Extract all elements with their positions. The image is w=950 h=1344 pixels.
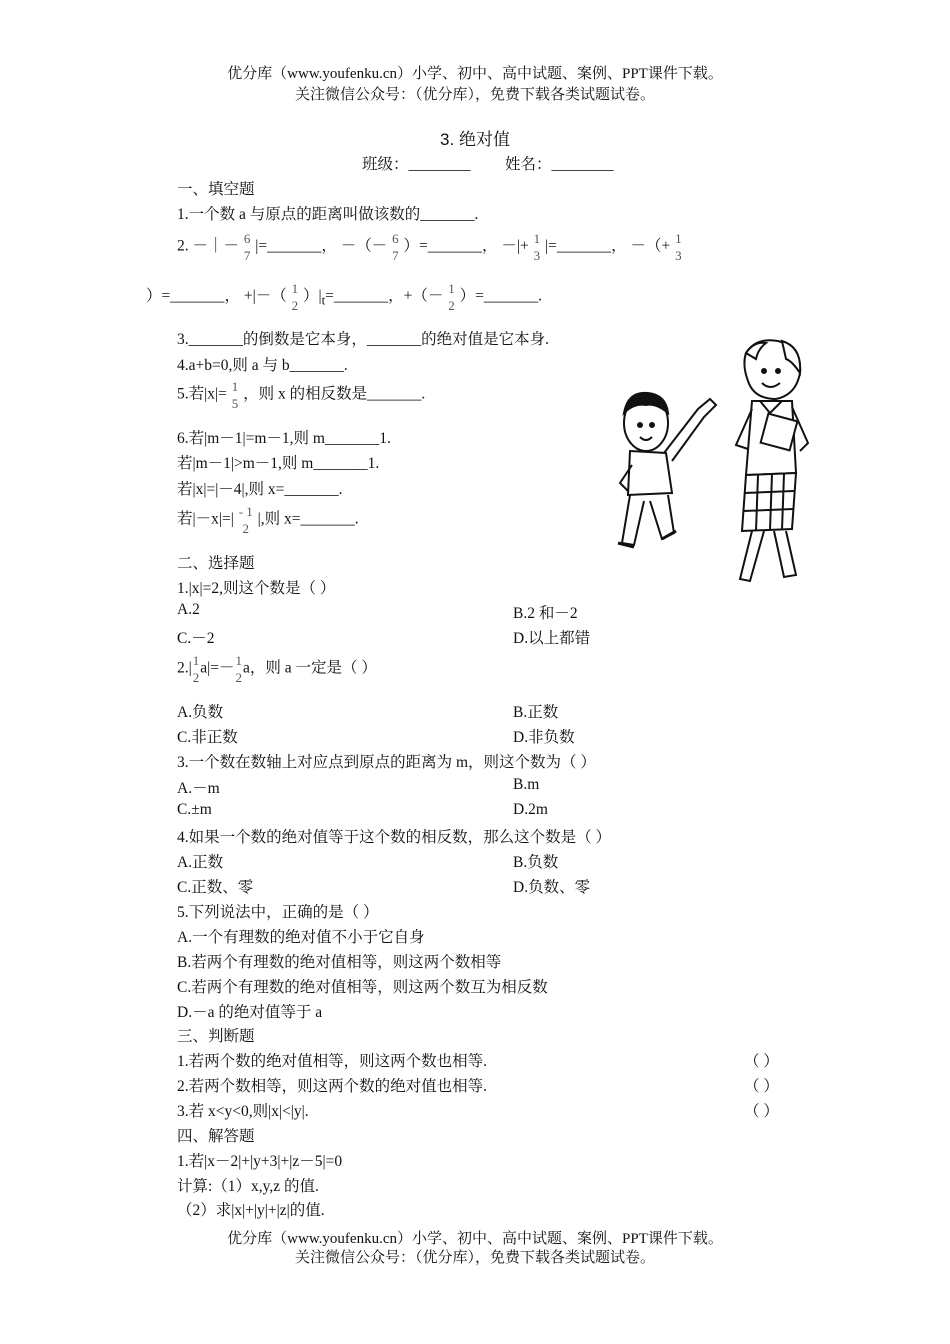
fraction — [235, 652, 242, 686]
numerator: 6 — [243, 231, 251, 246]
s2-q4-option-d: D.负数、零 — [513, 879, 591, 896]
s3-q3: 3.若 x<y<0,则|x|<|y|. — [177, 1103, 309, 1120]
s2-q1: 1.|x|=2,则这个数是（ ） — [177, 580, 336, 597]
s1-q2-text2: |=_______， －（－ — [255, 237, 388, 255]
fraction — [448, 280, 455, 314]
page-footer-line1: 优分库（www.youfenku.cn）小学、初中、高中试题、案例、PPT课件下载。 — [227, 1231, 723, 1247]
s2-q1-option-b: B.2 和－2 — [513, 605, 578, 622]
numerator: 1 — [231, 379, 239, 394]
s1-q5-text2: ，则 x 的相反数是_______. — [243, 385, 426, 403]
denominator: 2 — [242, 521, 249, 536]
s2-q1-option-c: C.－2 — [177, 630, 215, 647]
denominator: 2 — [448, 298, 455, 313]
s1-q6-4-text2: |,则 x=_______. — [257, 510, 359, 528]
s2-q2-text1: 2.| — [177, 659, 192, 677]
s1-q2-text1: 2. －｜－ — [177, 237, 240, 255]
s4-q1-part1: 计算:（1）x,y,z 的值. — [177, 1178, 319, 1195]
s2-q2-option-c: C.非正数 — [177, 729, 238, 746]
s3-q2-answer-paren: （ ） — [744, 1078, 779, 1095]
section1-heading: 一、填空题 — [177, 181, 255, 198]
s3-q3-answer-paren: （ ） — [744, 1103, 779, 1120]
denominator: 3 — [533, 248, 541, 263]
fraction — [244, 230, 251, 264]
denominator: 5 — [231, 396, 239, 411]
s2-q3-option-b: B.m — [513, 776, 540, 793]
s2-q2-option-d: D.非负数 — [513, 729, 575, 746]
denominator: 7 — [392, 248, 399, 263]
page-title: 3. 绝对值 — [440, 130, 510, 149]
s2-q4-option-b: B.负数 — [513, 854, 559, 871]
fraction — [239, 503, 253, 537]
s2-q3: 3.一个数在数轴上对应点到原点的距离为 m，则这个数为（ ） — [177, 754, 596, 771]
s2-q3-option-c: C.±m — [177, 801, 212, 818]
s1-q5-text1: 5.若|x|= — [177, 385, 227, 403]
numerator: 6 — [392, 231, 399, 246]
fraction — [292, 280, 299, 314]
s2-q5-option-a: A.一个有理数的绝对值不小于它自身 — [177, 929, 425, 946]
s4-q1: 1.若|x－2|+|y+3|+|z－5|=0 — [177, 1153, 343, 1170]
s2-q2-option-a: A.负数 — [177, 704, 224, 721]
s1-q2-text4: |=_______， －（+ — [544, 237, 671, 255]
s2-q2-text3: a，则 a 一定是（ ） — [242, 659, 377, 677]
s2-q5-option-c: C.若两个有理数的绝对值相等，则这两个数互为相反数 — [177, 979, 548, 996]
s3-q1-answer-paren: （ ） — [744, 1053, 779, 1070]
s2-q2-option-b: B.正数 — [513, 704, 559, 721]
numerator: 1 — [192, 653, 200, 668]
section2-heading: 二、选择题 — [177, 555, 255, 572]
s2-q5-option-d: D.－a 的绝对值等于 a — [177, 1004, 323, 1021]
denominator: 2 — [192, 670, 200, 685]
name-field: 姓名：________ — [505, 156, 614, 173]
page-header-line2: 关注微信公众号：（优分库），免费下载各类试题试卷。 — [294, 87, 655, 103]
numerator: 1 — [235, 653, 242, 668]
s2-q2-text2: a|=－ — [200, 659, 235, 677]
s1-q3: 3._______的倒数是它本身，_______的绝对值是它本身. — [177, 331, 550, 348]
s1-q5 — [177, 378, 425, 412]
s2-q1-option-a: A.2 — [177, 601, 200, 618]
s2-q5: 5.下列说法中，正确的是（ ） — [177, 904, 379, 921]
denominator: 7 — [243, 248, 251, 263]
s1-q2-line2 — [146, 280, 542, 314]
fraction — [232, 378, 239, 412]
s1-q2b-text4: ）=_______. — [459, 287, 543, 305]
s2-q1-option-d: D.以上都错 — [513, 630, 591, 647]
s2-q4-option-c: C.正数、零 — [177, 879, 254, 896]
s1-q6-3: 若|x|=|－4|,则 x=_______. — [177, 481, 343, 498]
s1-q4: 4.a+b=0,则 a 与 b_______. — [177, 357, 348, 374]
s1-q6-4-text1: 若|－x|=| — [177, 510, 234, 528]
page-header-line1: 优分库（www.youfenku.cn）小学、初中、高中试题、案例、PPT课件下载。 — [227, 66, 723, 82]
fraction — [534, 230, 541, 264]
s2-q5-option-b: B.若两个有理数的绝对值相等，则这两个数相等 — [177, 954, 502, 971]
section3-heading: 三、判断题 — [177, 1028, 255, 1045]
cartoon-children-illustration — [606, 333, 816, 588]
s2-q4: 4.如果一个数的绝对值等于这个数的相反数，那么这个数是（ ） — [177, 829, 612, 846]
s2-q2 — [177, 652, 377, 686]
numerator: 1 — [675, 231, 682, 246]
class-field: 班级：________ — [362, 156, 471, 173]
s2-q3-option-a: A.－m — [177, 780, 220, 797]
s1-q2b-text1: ）=_______， +|－（ — [146, 287, 287, 305]
fraction — [193, 652, 200, 686]
denominator: 2 — [235, 670, 242, 685]
s3-q1: 1.若两个数的绝对值相等，则这两个数也相等. — [177, 1053, 488, 1070]
section4-heading: 四、解答题 — [177, 1128, 255, 1145]
denominator: 2 — [291, 298, 299, 313]
s1-q1: 1.一个数 a 与原点的距离叫做该数的_______. — [177, 206, 479, 223]
numerator: - 1 — [238, 504, 253, 519]
fraction — [675, 230, 682, 264]
subscript: t — [321, 292, 326, 308]
s1-q6-4 — [177, 503, 359, 537]
numerator: 1 — [448, 281, 455, 296]
s2-q4-option-a: A.正数 — [177, 854, 224, 871]
s3-q2: 2.若两个数相等，则这两个数的绝对值也相等. — [177, 1078, 488, 1095]
s1-q2-text3: ）=_______， －|+ — [403, 237, 529, 255]
s1-q6-2: 若|m－1|>m－1,则 m_______1. — [177, 455, 380, 472]
s4-q1-part2: （2）求|x|+|y|+|z|的值. — [177, 1202, 325, 1219]
fraction — [392, 230, 399, 264]
s1-q2b-text2: ）| — [302, 287, 322, 305]
s1-q2b-text3: =_______，+（－ — [325, 287, 444, 305]
s2-q3-option-d: D.2m — [513, 801, 548, 818]
denominator: 3 — [675, 248, 682, 263]
numerator: 1 — [533, 231, 541, 246]
s1-q6-1: 6.若|m－1|=m－1,则 m_______1. — [177, 430, 391, 447]
s1-q2-line1 — [177, 230, 683, 264]
numerator: 1 — [291, 281, 299, 296]
page-footer-line2: 关注微信公众号：（优分库），免费下载各类试题试卷。 — [294, 1250, 655, 1266]
